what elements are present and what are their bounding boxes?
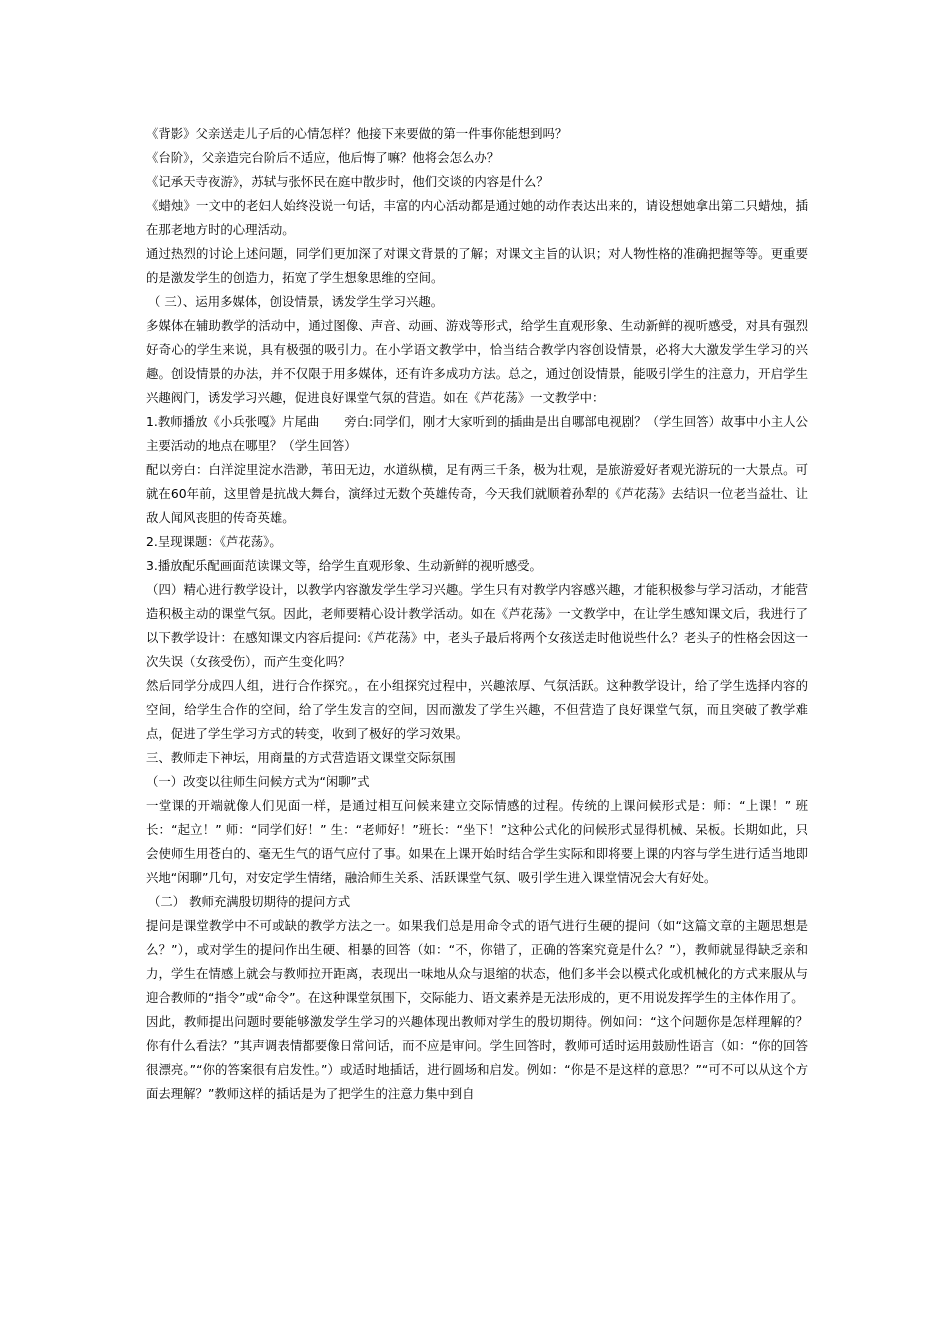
heading-section-3: （ 三）、运用多媒体，创设情景，诱发学生学习兴趣。 (148, 294, 444, 309)
paragraph-question-beiying: 《背影》父亲送走儿子后的心情怎样？他接下来要做的第一件事你能想到吗？ (146, 126, 568, 141)
paragraph-greeting: 一堂课的开端就像人们见面一样，是通过相互问候来建立交际情感的过程。传统的上课问候形式是：师：“上课！” 班长：“起立！” 师：“同学们好！” 生：“老师好！”班长：“坐下！”这种公式化的问候形式显得机械、呆板。长期如此，只会使师生用苍白的、毫无生气的语气应付了事。如果在上课开始时结合学生实际和即将要上课的内容与学生进行适当地即兴地“闲聊”几句，对安定学生情绪，融洽师生关系、活跃课堂气氛、吸引学生进入课堂情况会大有好处。 (146, 798, 808, 885)
heading-part-3: 三、教师走下神坛，用商量的方式营造语文课堂交际氛围 (146, 750, 456, 765)
paragraph-discussion-result: 通过热烈的讨论上述问题，同学们更加深了对课文背景的了解；对课文主旨的认识；对人物性格的准确把握等等。更重要的是激发学生的创造力，拓宽了学生想象思维的空间。 (146, 246, 808, 285)
paragraph-question-taijie: 《台阶》，父亲造完台阶后不适应，他后悔了嘛？他将会怎么办？ (146, 150, 500, 165)
paragraph-question-lazhu: 《蜡烛》一文中的老妇人始终没说一句话，丰富的内心活动都是通过她的动作表达出来的，请设想她拿出第二只蜡烛，插在那老地方时的心理活动。 (146, 198, 808, 237)
paragraph-narration: 配以旁白：白洋淀里淀水浩渺，苇田无边，水道纵横，足有两三千条，极为壮观，是旅游爱好者观光游玩的一大景点。可就在60年前，这里曾是抗战大舞台，演绎过无数个英雄传奇，今天我们就顺着孙犁的《芦花荡》去结识一位老当益壮、让敌人闻风丧胆的传奇英雄。 (146, 462, 808, 525)
paragraph-question-chengtiansi: 《记承天寺夜游》，苏轼与张怀民在庭中散步时，他们交谈的内容是什么？ (146, 174, 549, 189)
paragraph-group-work: 然后同学分成四人组，进行合作探究。，在小组探究过程中，兴趣浓厚、气氛活跃。这种教学设计，给了学生选择内容的空间，给学生合作的空间，给了学生发言的空间，因而激发了学生兴趣，不但营造了良好课堂气氛，而且突破了教学难点，促进了学生学习方式的转变，收到了极好的学习效果。 (146, 678, 808, 741)
paragraph-section-4: （四）精心进行教学设计，以教学内容激发学生学习兴趣。学生只有对教学内容感兴趣，才能积极参与学习活动，才能营造积极主动的课堂气氛。因此，老师要精心设计教学活动。如在《芦花荡》一文教学中，在让学生感知课文后，我进行了以下教学设计：在感知课文内容后提问:《芦花荡》中，老头子最后将两个女孩送走时他说些什么？老头子的性格会因这一次失误（女孩受伤），而产生变化吗？ (146, 582, 808, 669)
heading-subsection-2: （二） 教师充满殷切期待的提问方式 (148, 894, 351, 909)
paragraph-multimedia: 多媒体在辅助教学的活动中，通过图像、声音、动画、游戏等形式，给学生直观形象、生动新鲜的视听感受，对具有强烈好奇心的学生来说，具有极强的吸引力。在小学语文教学中，恰当结合教学内容创设情景，必将大大激发学生学习的兴趣。创设情景的办法，并不仅限于用多媒体，还有许多成功方法。总之，通过创设情景，能吸引学生的注意力，开启学生兴趣阀门，诱发学习兴趣，促进良好课堂气氛的营造。如在《芦花荡》一文教学中： (146, 318, 808, 405)
list-item-1: 1.教师播放《小兵张嘎》片尾曲 旁白:同学们，刚才大家听到的插曲是出自哪部电视剧？（学生回答）故事中小主人公主要活动的地点在哪里？（学生回答） (146, 414, 808, 453)
document-body (146, 122, 808, 1106)
heading-subsection-1: （一）改变以往师生问候方式为“闲聊”式 (146, 774, 370, 789)
paragraph-questioning: 提问是课堂教学中不可或缺的教学方法之一。如果我们总是用命令式的语气进行生硬的提问（如“这篇文章的主题思想是么？”），或对学生的提问作出生硬、相暴的回答（如：“不，你错了，正确的答案究竟是什么？”），教师就显得缺乏亲和力，学生在情感上就会与教师拉开距离，表现出一味地从众与退缩的状态，他们多半会以模式化或机械化的方式来服从与迎合教师的“指令”或“命令”。在这种课堂氛围下，交际能力、语文素养是无法形成的，更不用说发挥学生的主体作用了。 (146, 918, 808, 1005)
list-item-3: 3.播放配乐配画面范读课文等，给学生直观形象、生动新鲜的视听感受。 (146, 558, 542, 573)
paragraph-therefore: 因此，教师提出问题时要能够激发学生学习的兴趣体现出教师对学生的殷切期待。例如问：“这个问题你是怎样理解的？你有什么看法？”其声调表情都要像日常问话，而不应是审问。学生回答时，教师可适时运用鼓励性语言（如：“你的回答很漂亮。”“你的答案很有启发性。”）或适时地插话，进行圆场和启发。例如：“你是不是这样的意思？”“可不可以从这个方面去理解？”教师这样的插话是为了把学生的注意力集中到自 (146, 1014, 808, 1101)
list-item-2: 2.呈现课题：《芦花荡》。 (146, 534, 282, 549)
